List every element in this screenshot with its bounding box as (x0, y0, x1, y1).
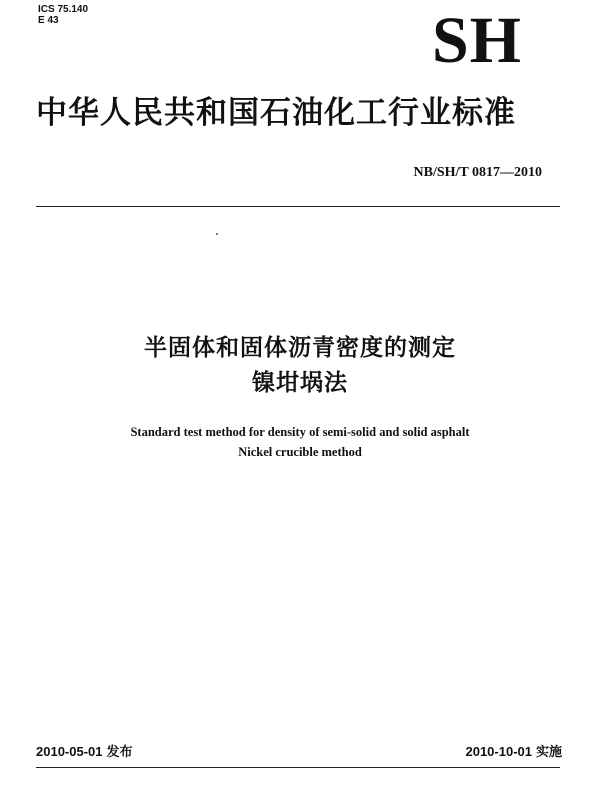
ics-code: ICS 75.140 (38, 4, 89, 15)
issue-date: 2010-05-01 (36, 744, 103, 759)
standard-number: NB/SH/T 0817—2010 (413, 165, 542, 180)
top-divider (36, 206, 560, 207)
effective-date: 2010-10-01 (465, 744, 532, 759)
issue-date-block (36, 744, 137, 760)
document-title-en-line1: Standard test method for density of semi-solid and solid asphalt (130, 425, 470, 439)
document-title-cn-line2: 镍坩埚法 (252, 370, 348, 396)
category-code: E 43 (38, 15, 59, 26)
document-title-en-line2: Nickel crucible method (238, 445, 362, 459)
classification-codes (38, 4, 88, 26)
effective-label: 实施 (535, 744, 562, 759)
sh-logo: SH (431, 4, 522, 77)
standard-title: 中华人民共和国石油化工行业标准 (36, 95, 516, 131)
effective-date-block (465, 744, 566, 760)
document-title-cn-line1: 半固体和固体沥青密度的测定 (144, 335, 456, 361)
bottom-divider (36, 767, 560, 768)
issue-label: 发布 (106, 744, 133, 759)
scan-speck (216, 233, 218, 235)
